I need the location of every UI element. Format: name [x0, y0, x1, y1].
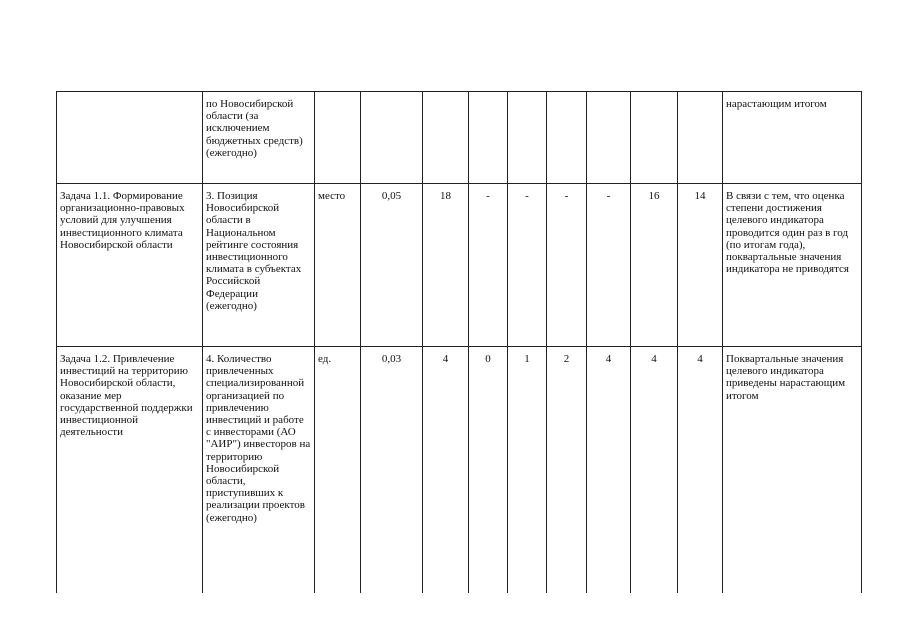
table-row — [57, 92, 862, 184]
note-cell: нарастающим итогом — [723, 92, 862, 184]
weight-cell — [361, 92, 423, 184]
value-cell: - — [508, 184, 547, 347]
value-cell — [587, 92, 631, 184]
table-row — [57, 184, 862, 347]
note-cell: В связи с тем, что оценка степени достижения целевого индикатора проводится один раз в год (по итогам года), поквартальные значения индикатора не приводятся — [723, 184, 862, 347]
indicators-table — [56, 91, 862, 593]
weight-cell: 0,03 — [361, 347, 423, 594]
value-cell — [469, 92, 508, 184]
value-cell: - — [469, 184, 508, 347]
value-cell — [678, 92, 723, 184]
value-cell — [508, 92, 547, 184]
task-cell: Задача 1.1. Формирование организационно-правовых условий для улучшения инвестиционного климата Новосибирской области — [57, 184, 203, 347]
note-cell: Поквартальные значения целевого индикатора приведены нарастающим итогом — [723, 347, 862, 594]
value-cell: 0 — [469, 347, 508, 594]
value-cell: 4 — [587, 347, 631, 594]
value-cell: 4 — [423, 347, 469, 594]
value-cell: - — [587, 184, 631, 347]
indicator-cell: 4. Количество привлеченных специализированной организацией по привлечению инвестиций и работе с инвесторами (АО "АИР") инвесторов на территорию Новосибирской области, приступивших к реализации проектов (ежегодно) — [203, 347, 315, 594]
value-cell — [423, 92, 469, 184]
table-row — [57, 347, 862, 594]
value-cell — [547, 92, 587, 184]
value-cell: 18 — [423, 184, 469, 347]
task-cell — [57, 92, 203, 184]
task-cell: Задача 1.2. Привлечение инвестиций на территорию Новосибирской области, оказание мер государственной поддержки инвестиционной деятельности — [57, 347, 203, 594]
indicator-cell: 3. Позиция Новосибирской области в Национальном рейтинге состояния инвестиционного климата в субъектах Российской Федерации (ежегодно) — [203, 184, 315, 347]
weight-cell: 0,05 — [361, 184, 423, 347]
value-cell: 2 — [547, 347, 587, 594]
value-cell — [631, 92, 678, 184]
value-cell: 4 — [678, 347, 723, 594]
unit-cell: место — [315, 184, 361, 347]
unit-cell: ед. — [315, 347, 361, 594]
value-cell: - — [547, 184, 587, 347]
value-cell: 16 — [631, 184, 678, 347]
value-cell: 4 — [631, 347, 678, 594]
indicator-cell: по Новосибирской области (за исключением бюджетных средств) (ежегодно) — [203, 92, 315, 184]
value-cell: 1 — [508, 347, 547, 594]
unit-cell — [315, 92, 361, 184]
value-cell: 14 — [678, 184, 723, 347]
